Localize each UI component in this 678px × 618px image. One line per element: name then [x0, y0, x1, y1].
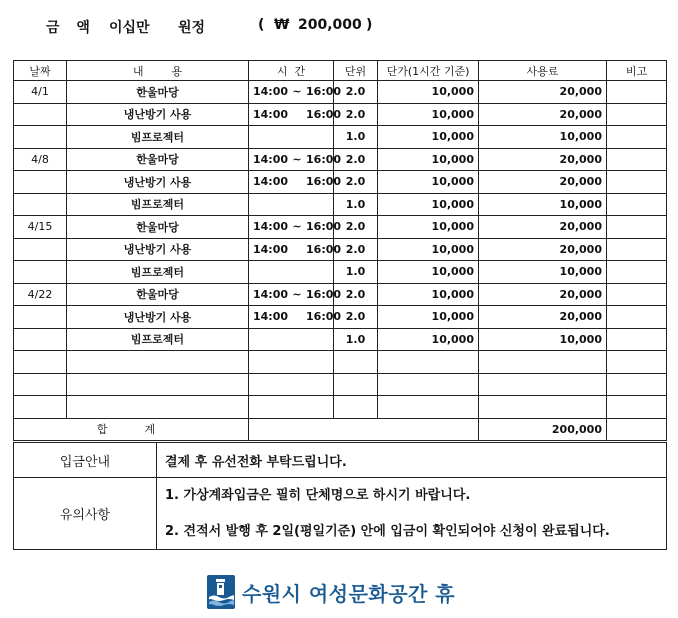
- amount-number: 200,000: [298, 17, 362, 33]
- payment-row: [14, 443, 667, 478]
- table-row: [14, 171, 667, 194]
- table-row: [14, 373, 667, 396]
- row-time: [249, 373, 334, 396]
- table-row: [14, 148, 667, 171]
- row-fee: 20,000: [479, 306, 607, 329]
- row-note: [607, 216, 667, 239]
- row-date: [14, 103, 67, 126]
- row-time-start: 14:00: [253, 287, 289, 301]
- row-fee: 10,000: [479, 328, 607, 351]
- lighthouse-logo-icon: [206, 574, 236, 610]
- row-date: [14, 171, 67, 194]
- row-time: [249, 216, 342, 239]
- row-time-start: 14:00: [253, 242, 289, 256]
- row-item: 한울마당: [67, 148, 249, 171]
- row-fee: 20,000: [479, 216, 607, 239]
- row-date: [14, 328, 67, 351]
- row-time-sep: ~: [292, 220, 302, 234]
- row-time: [249, 261, 334, 284]
- row-price: 10,000: [378, 283, 479, 306]
- row-item: 냉난방기 사용: [67, 171, 249, 194]
- quote-table: [13, 60, 667, 441]
- row-note: [607, 193, 667, 216]
- caution-line-2: 2. 견적서 발행 후 2일(평일기준) 안에 입금이 확인되어야 신청이 완료됩니다.: [165, 523, 610, 539]
- row-time: [249, 193, 334, 216]
- row-time-start: 14:00: [253, 310, 289, 324]
- row-fee: 20,000: [479, 283, 607, 306]
- row-time-end: 16:00: [306, 152, 342, 166]
- row-item: 빔프로젝터: [67, 126, 249, 149]
- row-date: 4/1: [14, 81, 67, 104]
- row-time: [249, 126, 334, 149]
- row-note: [607, 373, 667, 396]
- row-price: [378, 396, 479, 419]
- row-item: 한울마당: [67, 283, 249, 306]
- row-unit: 1.0: [334, 193, 378, 216]
- row-time-sep: ~: [292, 85, 302, 99]
- table-row: [14, 396, 667, 419]
- table-row: [14, 283, 667, 306]
- caution-label: 유의사항: [14, 478, 157, 550]
- notes-table: [13, 442, 667, 550]
- row-fee: 20,000: [479, 103, 607, 126]
- row-unit: 1.0: [334, 261, 378, 284]
- row-time-end: 16:00: [306, 85, 342, 99]
- row-price: 10,000: [378, 261, 479, 284]
- row-note: [607, 306, 667, 329]
- row-price: 10,000: [378, 148, 479, 171]
- row-note: [607, 238, 667, 261]
- row-price: 10,000: [378, 126, 479, 149]
- amount-label: 금 액: [46, 20, 96, 36]
- amount-paren-open: (: [258, 17, 265, 33]
- row-note: [607, 171, 667, 194]
- row-fee: [479, 396, 607, 419]
- header-unit: 단위: [334, 61, 378, 81]
- row-time-end: 16:00: [306, 220, 342, 234]
- row-fee: 10,000: [479, 261, 607, 284]
- row-unit: [334, 351, 378, 374]
- header-fee: 사용료: [479, 61, 607, 81]
- table-row: [14, 261, 667, 284]
- row-date: [14, 396, 67, 419]
- row-price: [378, 373, 479, 396]
- row-date: [14, 373, 67, 396]
- row-price: 10,000: [378, 216, 479, 239]
- row-time-start: 14:00: [253, 85, 289, 99]
- total-label: 합 계: [14, 418, 249, 441]
- caution-text: [157, 478, 667, 550]
- caution-row: [14, 478, 667, 550]
- row-time-start: 14:00: [253, 175, 289, 189]
- table-row: [14, 216, 667, 239]
- row-unit: 2.0: [334, 216, 378, 239]
- row-fee: 20,000: [479, 148, 607, 171]
- row-fee: [479, 351, 607, 374]
- row-item: 빔프로젝터: [67, 193, 249, 216]
- row-item: 빔프로젝터: [67, 261, 249, 284]
- row-time-start: 14:00: [253, 152, 289, 166]
- amount-words: 이십만: [109, 20, 150, 36]
- row-unit: 2.0: [334, 238, 378, 261]
- row-time: [249, 148, 342, 171]
- row-date: [14, 306, 67, 329]
- amount-paren-close: ): [366, 17, 373, 33]
- table-row: [14, 238, 667, 261]
- row-price: 10,000: [378, 238, 479, 261]
- table-row: [14, 351, 667, 374]
- payment-label: 입금안내: [14, 443, 157, 478]
- row-fee: 10,000: [479, 193, 607, 216]
- row-date: [14, 351, 67, 374]
- payment-text: 결제 후 유선전화 부탁드립니다.: [157, 443, 667, 478]
- header-price: 단가(1시간 기준): [378, 61, 479, 81]
- row-time-start: 14:00: [253, 107, 289, 121]
- row-price: [378, 351, 479, 374]
- caution-line-1: 1. 가상계좌입금은 필히 단체명으로 하시기 바랍니다.: [165, 487, 471, 503]
- row-unit: [334, 396, 378, 419]
- row-time-end: 16:00: [306, 107, 342, 121]
- row-unit: 2.0: [334, 283, 378, 306]
- row-time: [249, 328, 334, 351]
- row-time: [249, 396, 334, 419]
- row-item: 냉난방기 사용: [67, 306, 249, 329]
- organization-name: 수원시 여성문화공간 휴: [242, 582, 456, 606]
- total-note: [607, 418, 667, 441]
- row-time: [249, 306, 342, 329]
- table-row: [14, 306, 667, 329]
- row-unit: 2.0: [334, 306, 378, 329]
- row-fee: [479, 373, 607, 396]
- row-time-end: 16:00: [306, 242, 342, 256]
- header-content: 내 용: [67, 61, 249, 81]
- row-time: [249, 81, 342, 104]
- row-unit: [334, 373, 378, 396]
- row-note: [607, 328, 667, 351]
- row-date: 4/8: [14, 148, 67, 171]
- row-time-end: 16:00: [306, 175, 342, 189]
- total-row: [14, 418, 667, 441]
- header-time: 시 간: [249, 61, 334, 81]
- amount-won-sign: ₩: [274, 17, 290, 33]
- row-price: 10,000: [378, 328, 479, 351]
- row-time-sep: ~: [292, 287, 302, 301]
- row-fee: 20,000: [479, 238, 607, 261]
- row-item: [67, 351, 249, 374]
- amount-unit: 원정: [178, 20, 206, 36]
- row-item: 한울마당: [67, 216, 249, 239]
- row-fee: 10,000: [479, 126, 607, 149]
- table-row: [14, 81, 667, 104]
- table-row: [14, 193, 667, 216]
- amount-line: [0, 0, 678, 52]
- header-note: 비고: [607, 61, 667, 81]
- row-date: [14, 238, 67, 261]
- row-time: [249, 351, 334, 374]
- row-note: [607, 261, 667, 284]
- header-row: [14, 61, 667, 81]
- row-note: [607, 396, 667, 419]
- row-fee: 20,000: [479, 171, 607, 194]
- row-note: [607, 81, 667, 104]
- table-row: [14, 103, 667, 126]
- row-time: [249, 238, 342, 261]
- total-value: 200,000: [479, 418, 607, 441]
- row-item: 빔프로젝터: [67, 328, 249, 351]
- row-unit: 1.0: [334, 328, 378, 351]
- row-time: [249, 283, 342, 306]
- row-note: [607, 283, 667, 306]
- row-date: [14, 261, 67, 284]
- row-item: 냉난방기 사용: [67, 103, 249, 126]
- row-item: 한울마당: [67, 81, 249, 104]
- row-time-end: 16:00: [306, 310, 342, 324]
- row-note: [607, 148, 667, 171]
- row-item: [67, 396, 249, 419]
- row-date: 4/15: [14, 216, 67, 239]
- table-row: [14, 126, 667, 149]
- row-item: [67, 373, 249, 396]
- row-item: 냉난방기 사용: [67, 238, 249, 261]
- row-unit: 1.0: [334, 126, 378, 149]
- row-price: 10,000: [378, 306, 479, 329]
- row-date: [14, 193, 67, 216]
- row-note: [607, 103, 667, 126]
- row-date: [14, 126, 67, 149]
- row-price: 10,000: [378, 193, 479, 216]
- row-fee: 20,000: [479, 81, 607, 104]
- row-price: 10,000: [378, 171, 479, 194]
- row-time: [249, 103, 342, 126]
- table-row: [14, 328, 667, 351]
- row-date: 4/22: [14, 283, 67, 306]
- row-price: 10,000: [378, 81, 479, 104]
- row-unit: 2.0: [334, 171, 378, 194]
- row-note: [607, 126, 667, 149]
- row-note: [607, 351, 667, 374]
- row-unit: 2.0: [334, 148, 378, 171]
- row-unit: 2.0: [334, 81, 378, 104]
- header-date: 날짜: [14, 61, 67, 81]
- row-time-sep: ~: [292, 152, 302, 166]
- row-time-end: 16:00: [306, 287, 342, 301]
- row-time-start: 14:00: [253, 220, 289, 234]
- total-empty: [249, 418, 479, 441]
- row-unit: 2.0: [334, 103, 378, 126]
- row-time: [249, 171, 342, 194]
- row-price: 10,000: [378, 103, 479, 126]
